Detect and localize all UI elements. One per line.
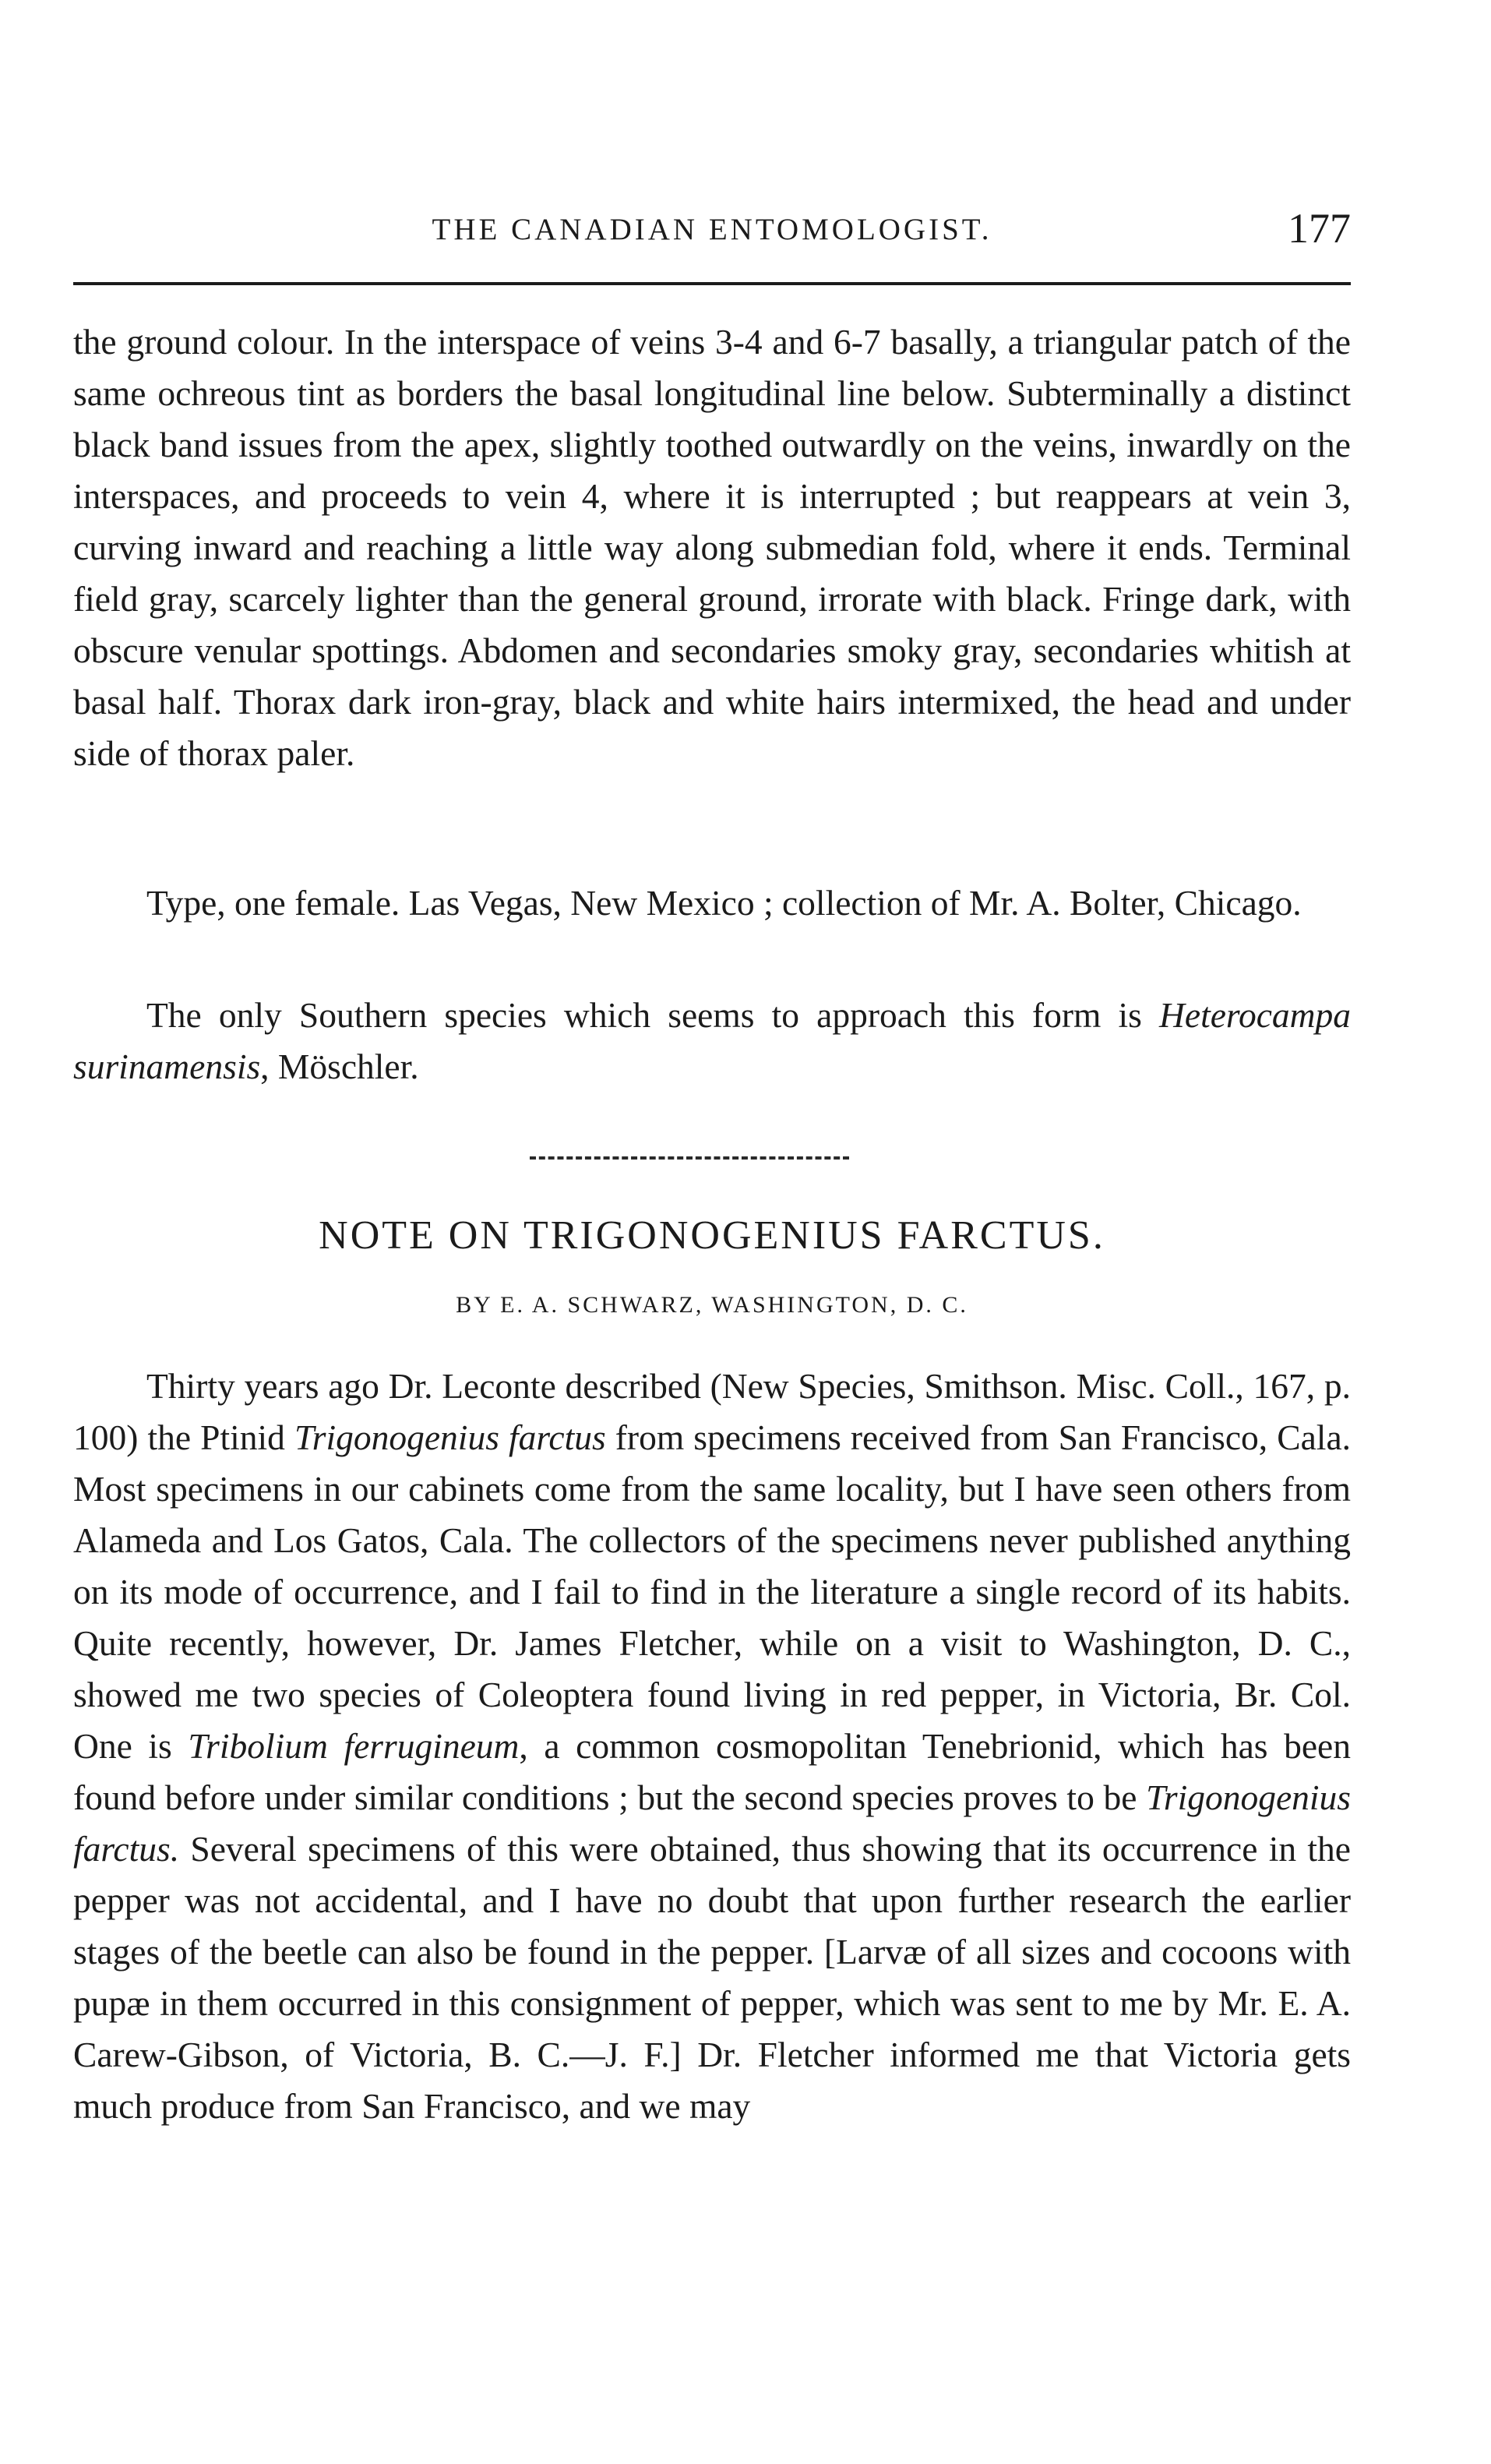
body-text-segment: from specimens received from San Francisco, Cala. Most specimens in our cabinets come from the same locality, but I have seen others from Alameda and Los Gatos, Cala. The collectors of the specimens never published anything on its mode of occurrence, and I fail to find in the literature a single record of its habits. Quite recently, however, Dr. James Fletcher, while on a visit to Washington, D. C., showed me two species of Coleoptera found living in red pepper, in Victoria, Br. Col. One is	[73, 1417, 1352, 1766]
southern-note-block	[73, 990, 1351, 1093]
running-title: THE CANADIAN ENTOMOLOGIST.	[432, 213, 992, 246]
type-note-block	[73, 877, 1351, 929]
continued-paragraph-block	[73, 316, 1351, 779]
article-byline: BY E. A. SCHWARZ, WASHINGTON, D. C.	[456, 1292, 968, 1318]
continued-paragraph: the ground colour. In the interspace of veins 3-4 and 6-7 basally, a triangular patch of the same ochreous tint as borders the basal longitudinal line below. Subterminally a distinct black band issues from the apex, slightly toothed outwardly on the veins, inwardly on the interspaces, and proceeds to vein 4, where it is interrupted ; but reappears at vein 3, curving inward and reaching a little way along submedian fold, where it ends. Terminal field gray, scarcely lighter than the general ground, irrorate with black. Fringe dark, with obscure venular spottings. Abdomen and secondaries smoky gray, secondaries whitish at basal half. Thorax dark iron-gray, black and white hairs intermixed, the head and under side of thorax paler.	[73, 322, 1351, 773]
species-name-italic: Heterocampa surinamensis	[73, 995, 1351, 1086]
article-body-paragraph	[73, 1361, 1351, 2132]
species-name-italic: Tribolium ferrugineum	[188, 1726, 520, 1766]
species-name-italic: Trigonogenius farctus	[294, 1417, 606, 1457]
species-name-italic: Trigonogenius farctus.	[73, 1777, 1351, 1869]
body-text-segment: Several specimens of this were obtained, thus showing that its occurrence in the pepper was not accidental, and I have no doubt that upon further research the earlier stages of the beetle can also be found in the pepper. [Larvæ of all sizes and cocoons with pupæ in them occurred in this consignment of pepper, which was sent to me by Mr. E. A. Carew-Gibson, of Victoria, B. C.—J. F.] Dr. Fletcher informed me that Victoria gets much produce from San Francisco, and we may	[73, 1829, 1351, 2126]
section-separator	[530, 1156, 849, 1160]
page-number: 177	[1288, 205, 1351, 252]
southern-note-paragraph	[73, 990, 1351, 1093]
body-text-segment: , a common cosmopolitan Tenebrionid, which has been found before under similar conditions ; but the second species proves to be	[73, 1726, 1351, 1817]
running-head	[73, 204, 1351, 259]
type-note-paragraph: Type, one female. Las Vegas, New Mexico ; collection of Mr. A. Bolter, Chicago.	[146, 883, 1302, 923]
article-body-block	[73, 1361, 1351, 2132]
article-title: NOTE ON TRIGONOGENIUS FARCTUS.	[319, 1213, 1105, 1258]
southern-note-text: The only Southern species which seems to approach this form is	[146, 995, 1160, 1035]
southern-note-author: , Möschler.	[260, 1047, 419, 1086]
header-rule	[73, 282, 1351, 285]
body-text-segment: Thirty years ago Dr. Leconte described (New Species, Smithson. Misc. Coll., 167, p. 100) the Ptinid	[73, 1366, 1351, 1457]
